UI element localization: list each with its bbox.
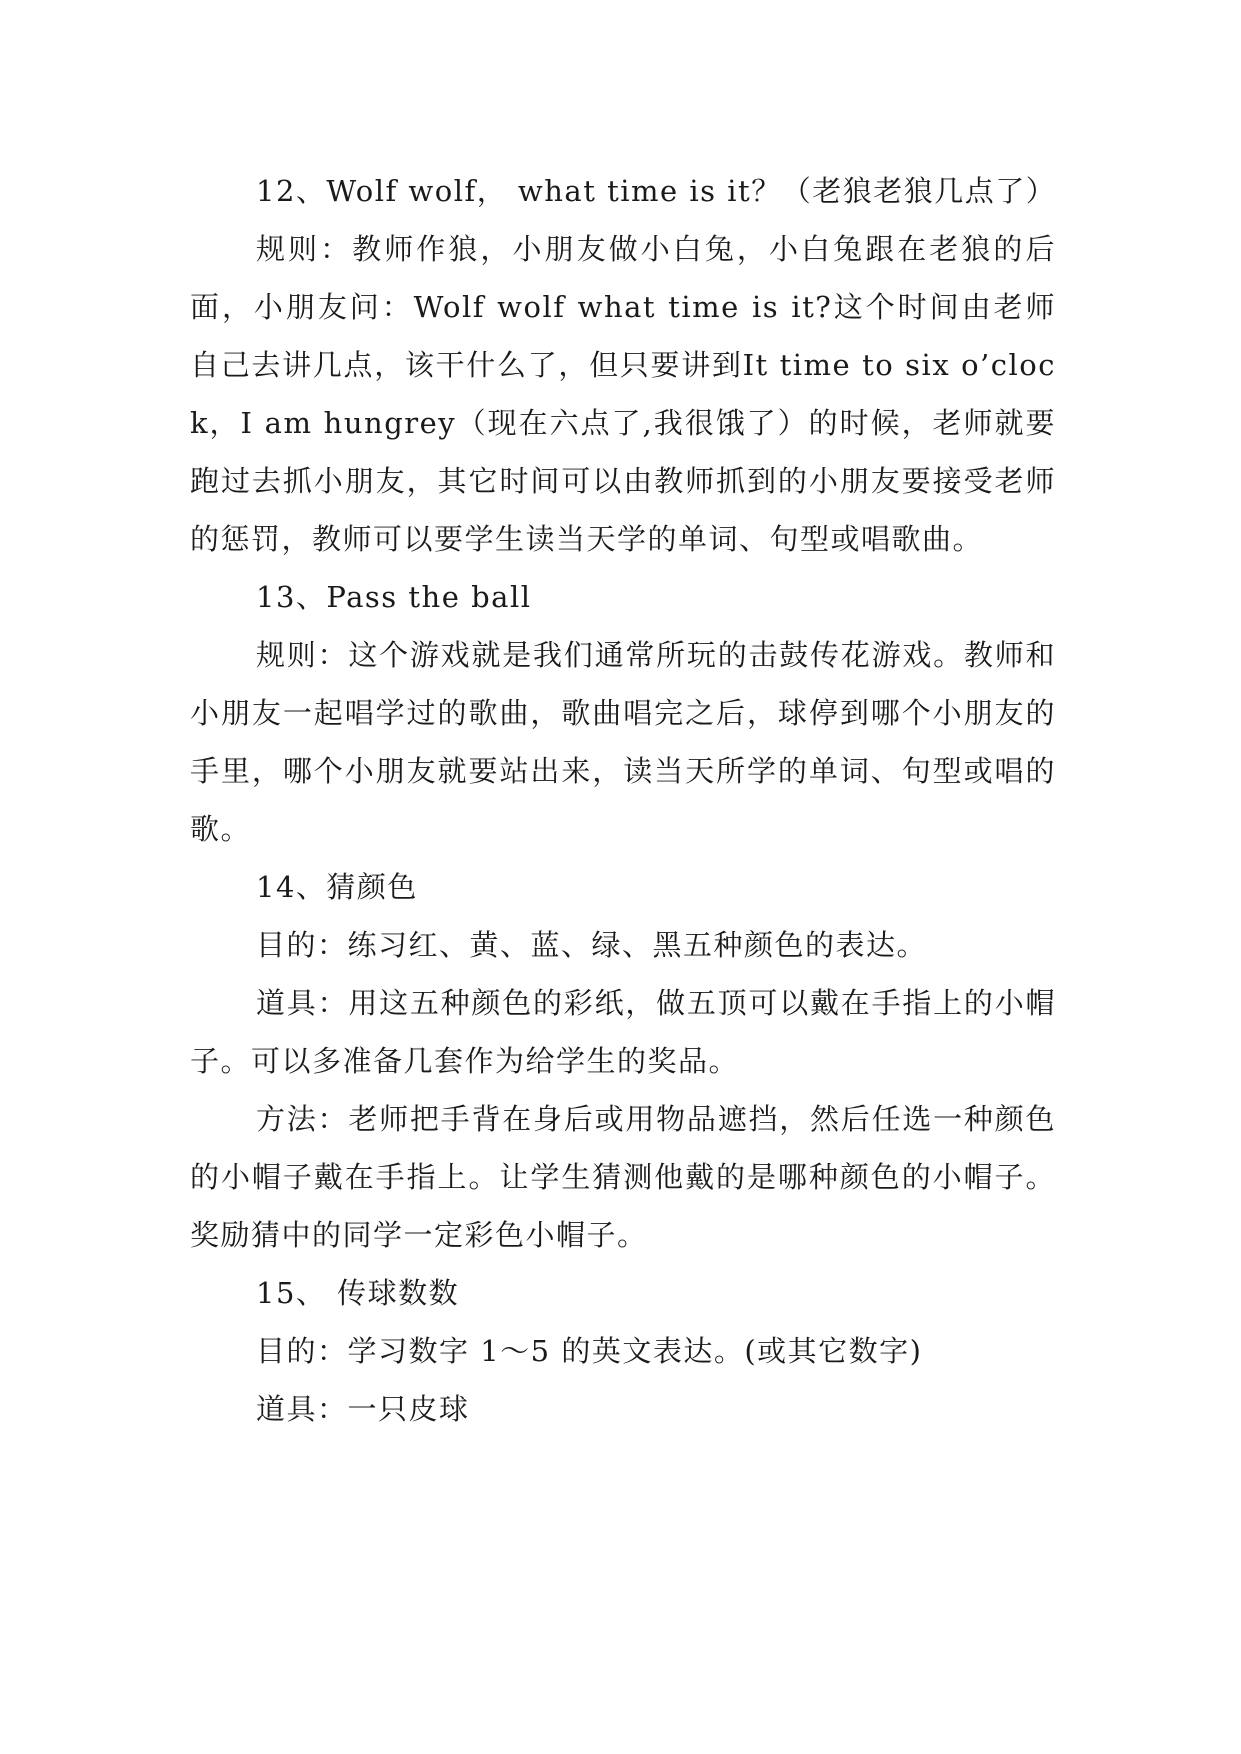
- game-13-heading: 13、Pass the ball: [256, 580, 532, 614]
- game-14-purpose: 目的：练习红、黄、蓝、绿、黑五种颜色的表达。: [256, 928, 928, 962]
- document-body: [190, 162, 1056, 1438]
- game-14-props: 道具：用这五种颜色的彩纸，做五顶可以戴在手指上的小帽子。可以多准备几套作为给学生的奖品。: [190, 986, 1056, 1078]
- game-14-method: 方法：老师把手背在身后或用物品遮挡，然后任选一种颜色的小帽子戴在手指上。让学生猜测他戴的是哪种颜色的小帽子。奖励猜中的同学一定彩色小帽子。: [190, 1102, 1056, 1252]
- game-15-heading: 15、 传球数数: [256, 1276, 460, 1310]
- game-14-heading: 14、猜颜色: [256, 870, 418, 904]
- game-15-props: 道具：一只皮球: [256, 1392, 470, 1426]
- game-13-rules: 规则：这个游戏就是我们通常所玩的击鼓传花游戏。教师和小朋友一起唱学过的歌曲，歌曲唱完之后，球停到哪个小朋友的手里，哪个小朋友就要站出来，读当天所学的单词、句型或唱的歌。: [190, 638, 1056, 846]
- game-15-purpose: 目的：学习数字 1～5 的英文表达。(或其它数字): [256, 1334, 923, 1368]
- game-12-heading: 12、Wolf wolf， what time is it？（老狼老狼几点了）: [256, 174, 1057, 208]
- game-12-rules: 规则：教师作狼，小朋友做小白兔，小白兔跟在老狼的后面，小朋友问：Wolf wolf what time is it?这个时间由老师自己去讲几点，该干什么了，但只要讲到It time to six o’clock，I am hungrey（现在六点了,我很饿了）的时候，老师就要跑过去抓小朋友，其它时间可以由教师抓到的小朋友要接受老师的惩罚，教师可以要学生读当天学的单词、句型或唱歌曲。: [190, 232, 1056, 556]
